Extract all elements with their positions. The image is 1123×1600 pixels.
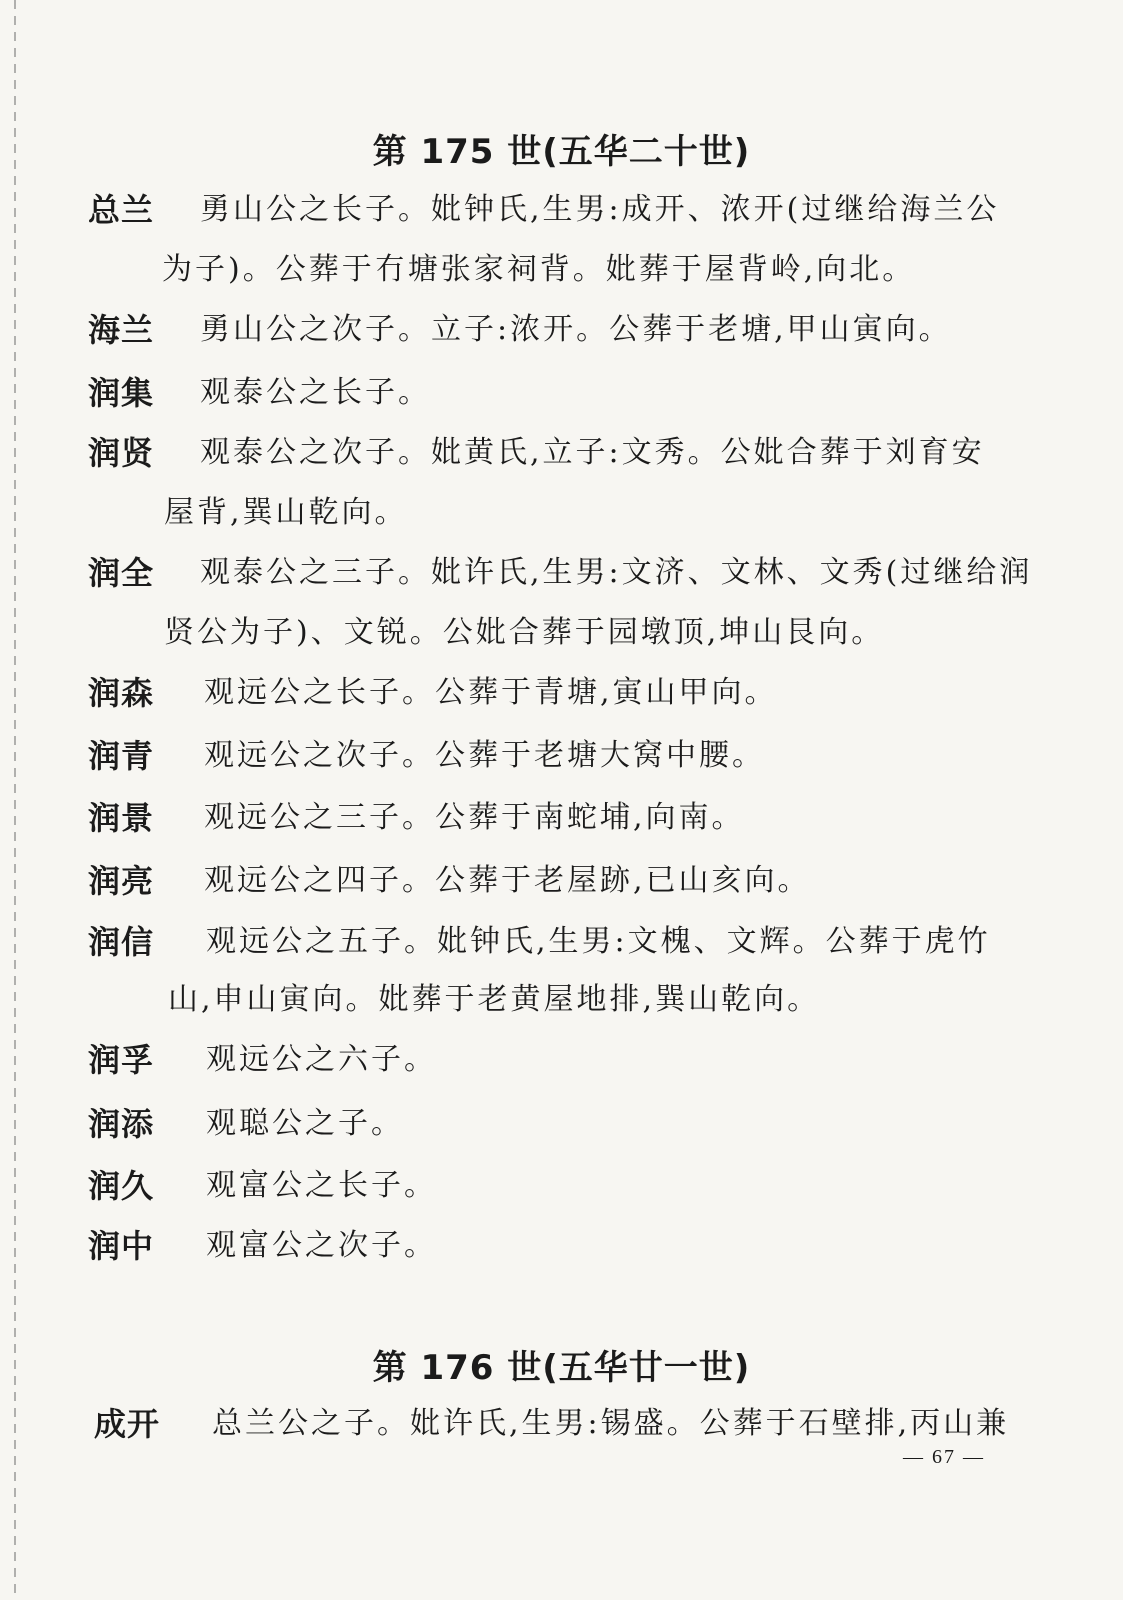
generation-heading: 第 176 世(五华廿一世) — [372, 1348, 751, 1388]
entry-name: 润亮 — [88, 862, 155, 900]
entry-name: 海兰 — [88, 311, 155, 349]
entry-text: 观泰公之次子。妣黄氏,立子:文秀。公妣合葬于刘育安 — [200, 435, 985, 470]
entry-name: 润中 — [88, 1227, 155, 1265]
entry-text: 贤公为子)、文锐。公妣合葬于园墩顶,坤山艮向。 — [164, 615, 885, 650]
entry-text: 观远公之次子。公葬于老塘大窝中腰。 — [204, 738, 765, 773]
entry-text: 观远公之三子。公葬于南蛇埔,向南。 — [204, 800, 745, 835]
entry-text: 观富公之长子。 — [206, 1168, 437, 1203]
entry-name: 润孚 — [88, 1041, 155, 1079]
page-number: — 67 — — [903, 1446, 985, 1468]
entry-name: 润景 — [88, 799, 155, 837]
entry-name: 润久 — [88, 1167, 155, 1205]
entry-name: 成开 — [94, 1405, 161, 1443]
entry-text: 观远公之五子。妣钟氏,生男:文槐、文辉。公葬于虎竹 — [206, 924, 991, 959]
entry-name: 润全 — [88, 554, 155, 592]
entry-text: 观聪公之子。 — [206, 1106, 404, 1141]
entry-name: 润集 — [88, 374, 155, 412]
entry-text: 总兰公之子。妣许氏,生男:锡盛。公葬于石壁排,丙山兼 — [212, 1406, 1010, 1441]
entry-name: 总兰 — [88, 191, 155, 229]
entry-text: 为子)。公葬于冇塘张家祠背。妣葬于屋背岭,向北。 — [162, 252, 916, 287]
entry-text: 观远公之六子。 — [206, 1042, 437, 1077]
entry-name: 润信 — [88, 923, 155, 961]
entry-text: 观泰公之长子。 — [200, 375, 431, 410]
entry-name: 润添 — [88, 1105, 155, 1143]
entry-text: 观富公之次子。 — [206, 1228, 437, 1263]
entry-text: 屋背,巽山乾向。 — [164, 495, 408, 530]
entry-text: 观远公之长子。公葬于青塘,寅山甲向。 — [204, 675, 778, 710]
entry-text: 观远公之四子。公葬于老屋跡,已山亥向。 — [204, 863, 811, 898]
entry-text: 山,申山寅向。妣葬于老黄屋地排,巽山乾向。 — [168, 982, 821, 1017]
entry-name: 润贤 — [88, 434, 155, 472]
generation-heading: 第 175 世(五华二十世) — [372, 132, 751, 172]
entry-text: 勇山公之次子。立子:浓开。公葬于老塘,甲山寅向。 — [200, 312, 952, 347]
entry-text: 观泰公之三子。妣许氏,生男:文济、文林、文秀(过继给润 — [200, 555, 1033, 590]
entry-name: 润森 — [88, 674, 155, 712]
entry-text: 勇山公之长子。妣钟氏,生男:成开、浓开(过继给海兰公 — [200, 192, 1000, 227]
entry-name: 润青 — [88, 737, 155, 775]
